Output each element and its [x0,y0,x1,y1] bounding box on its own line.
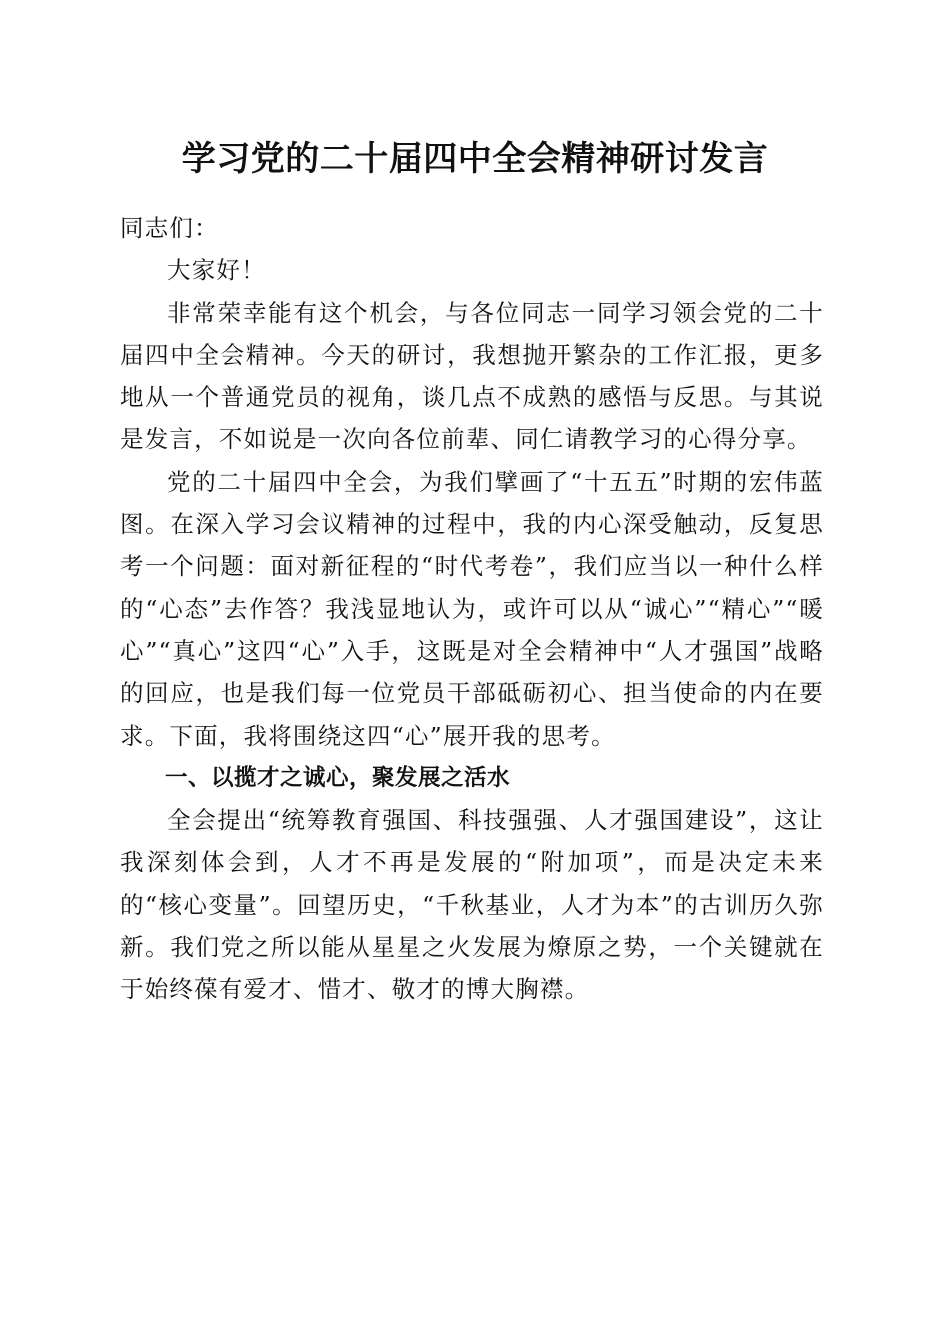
section-heading: 一、以揽才之诚心，聚发展之活水 [165,764,511,791]
section-paragraph: 全会提出“统筹教育强国、科技强强、人才强国建设”，这让我深刻体会到，人才不再是发展的“附加项”，而是决定未来的“核心变量”。回望历史，“千秋基业，人才为本”的古训历久弥新。我们党之所以能从星星之火发展为燎原之势，一个关键就在于始终葆有爱才、惜才、敬才的博大胸襟。 [120,806,824,1004]
document-body [120,207,824,1011]
document-title: 学习党的二十届四中全会精神研讨发言 [181,139,769,179]
paragraph-theme: 党的二十届四中全会，为我们擘画了“十五五”时期的宏伟蓝图。在深入学习会议精神的过程中，我的内心深受触动，反复思考一个问题：面对新征程的“时代考卷”，我们应当以一种什么样的“心态”去作答？我浅显地认为，或许可以从“诚心”“精心”“暖心”“真心”这四“心”入手，这既是对全会精神中“人才强国”战略的回应，也是我们每一位党员干部砥砺初心、担当使命的内在要求。下面，我将围绕这四“心”展开我的思考。 [120,467,824,750]
paragraph-intro: 非常荣幸能有这个机会，与各位同志一同学习领会党的二十届四中全会精神。今天的研讨，我想抛开繁杂的工作汇报，更多地从一个普通党员的视角，谈几点不成熟的感悟与反思。与其说是发言，不如说是一次向各位前辈、同仁请教学习的心得分享。 [120,298,824,454]
salutation: 同志们： [120,214,219,242]
greeting: 大家好！ [167,256,266,285]
